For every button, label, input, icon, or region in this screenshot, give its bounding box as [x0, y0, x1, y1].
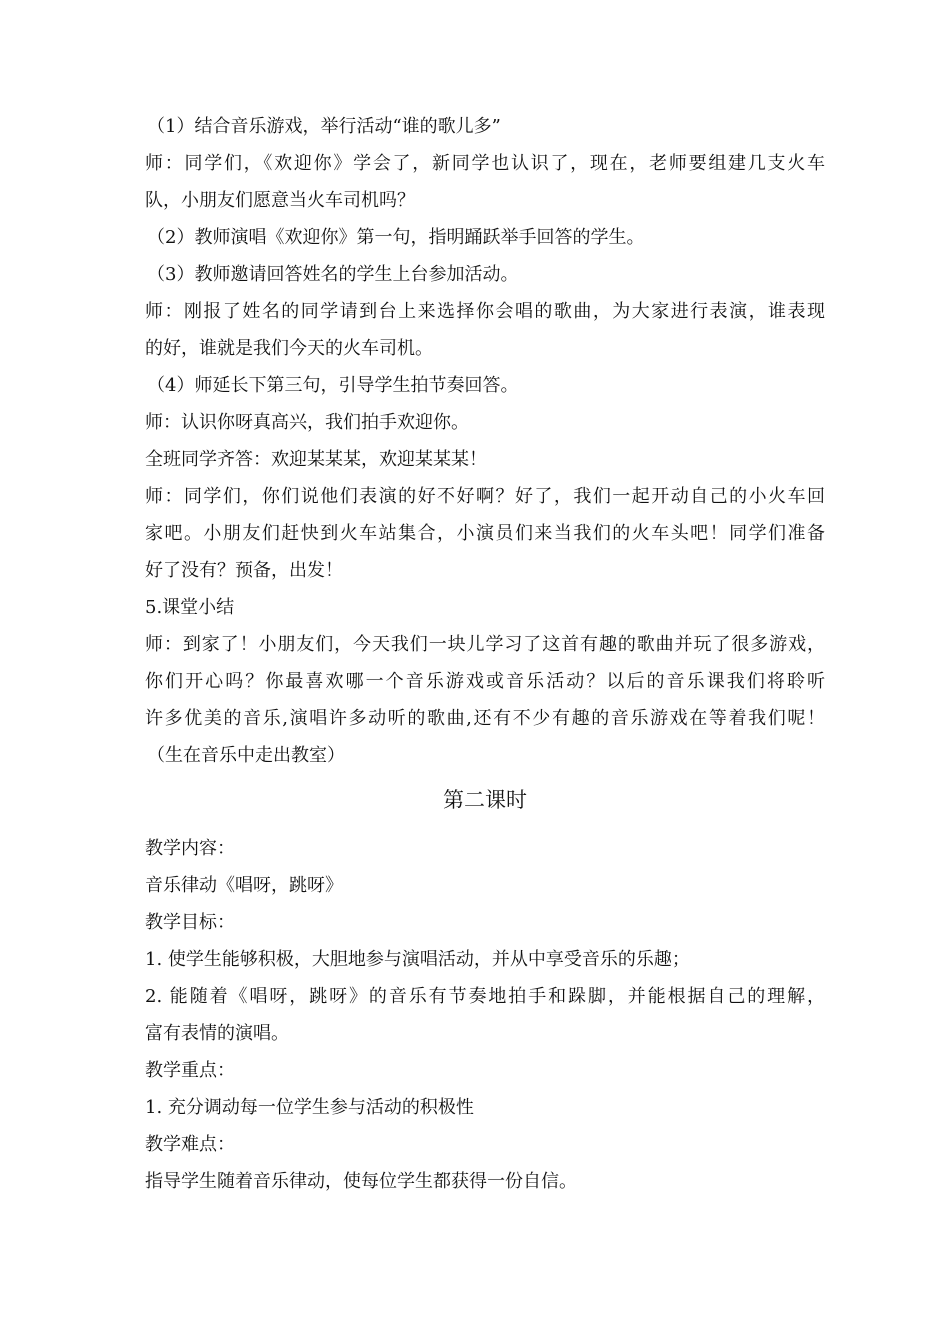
- text-line: 师：同学们，你们说他们表演的好不好啊？好了，我们一起开动自己的小火车回: [145, 486, 825, 507]
- text-line: 师：刚报了姓名的同学请到台上来选择你会唱的歌曲，为大家进行表演，谁表现: [145, 301, 825, 322]
- text-line: 教学重点：: [145, 1060, 235, 1081]
- text-line: 师：认识你呀真高兴，我们拍手欢迎你。: [145, 412, 469, 433]
- text-line: 教学内容：: [145, 838, 235, 859]
- text-line: （3）教师邀请回答姓名的学生上台参加活动。: [147, 264, 519, 285]
- text-line: 教学难点：: [145, 1134, 235, 1155]
- text-line: 5.课堂小结: [145, 597, 235, 618]
- text-line: （2）教师演唱《欢迎你》第一句，指明踊跃举手回答的学生。: [147, 227, 645, 248]
- text-line: （1）结合音乐游戏，举行活动“谁的歌儿多”: [147, 116, 501, 137]
- text-line: 许多优美的音乐,演唱许多动听的歌曲,还有不少有趣的音乐游戏在等着我们呢！: [145, 708, 825, 729]
- document-body: [145, 108, 825, 1200]
- text-line: 队，小朋友们愿意当火车司机吗？: [145, 190, 415, 211]
- text-line: 你们开心吗？你最喜欢哪一个音乐游戏或音乐活动？以后的音乐课我们将聆听: [145, 671, 825, 692]
- text-line: 教学目标：: [145, 912, 235, 933]
- text-line: 音乐律动《唱呀，跳呀》: [145, 875, 343, 896]
- text-line: 师：同学们，《欢迎你》学会了，新同学也认识了，现在，老师要组建几支火车: [145, 153, 825, 174]
- text-line: 全班同学齐答：欢迎某某某，欢迎某某某！: [145, 449, 487, 470]
- text-line: 指导学生随着音乐律动，使每位学生都获得一份自信。: [145, 1171, 577, 1192]
- text-line: 1. 充分调动每一位学生参与活动的积极性: [145, 1097, 474, 1118]
- text-line: 家吧。小朋友们赶快到火车站集合，小演员们来当我们的火车头吧！同学们准备: [145, 523, 825, 544]
- text-line: （4）师延长下第三句，引导学生拍节奏回答。: [147, 375, 519, 396]
- text-line: 1. 使学生能够积极，大胆地参与演唱活动，并从中享受音乐的乐趣；: [145, 949, 690, 970]
- text-line: 好了没有？预备，出发！: [145, 560, 343, 581]
- text-line: 师：到家了！小朋友们，今天我们一块儿学习了这首有趣的歌曲并玩了很多游戏，: [145, 634, 825, 655]
- text-line: 的好，谁就是我们今天的火车司机。: [145, 338, 433, 359]
- text-line: （生在音乐中走出教室）: [147, 745, 345, 766]
- section-heading: 第二课时: [443, 788, 527, 812]
- text-line: 2. 能随着《唱呀，跳呀》的音乐有节奏地拍手和跺脚，并能根据自己的理解，: [145, 986, 825, 1007]
- text-line: 富有表情的演唱。: [145, 1023, 289, 1044]
